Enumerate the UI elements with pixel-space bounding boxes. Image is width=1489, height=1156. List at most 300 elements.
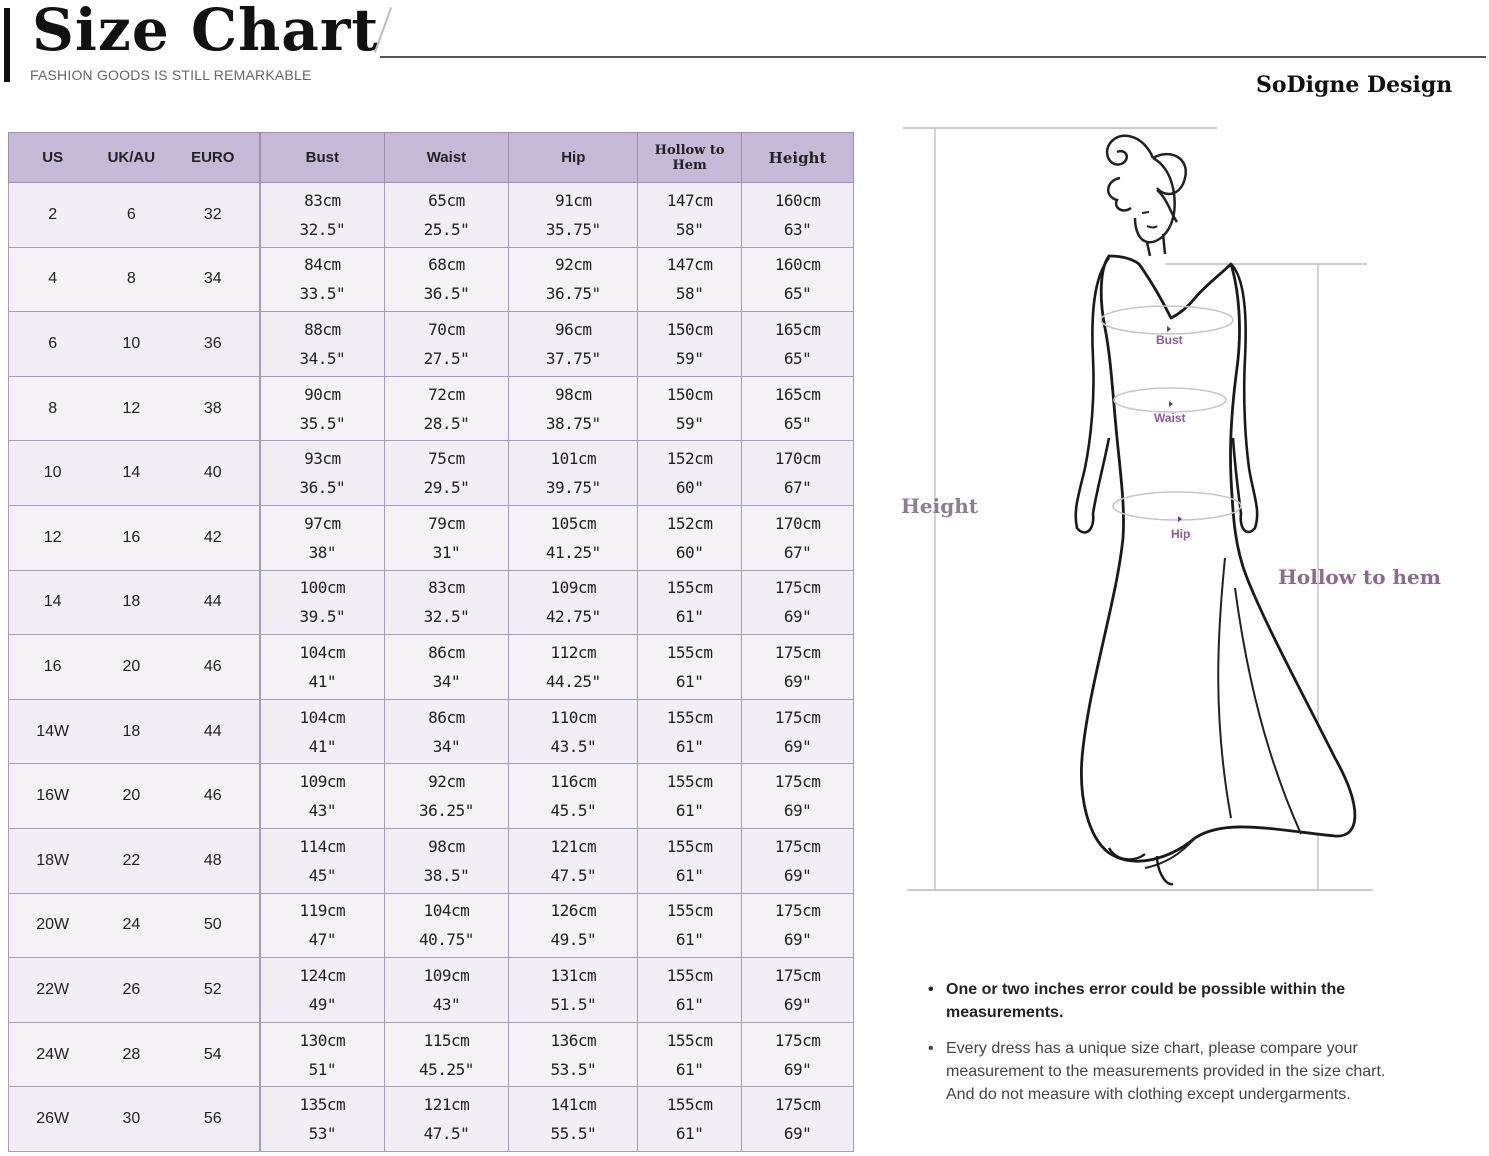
cell-us: 14 bbox=[9, 570, 97, 635]
value-cm: 135cm bbox=[299, 1095, 346, 1115]
measurement-pair bbox=[261, 380, 383, 438]
value-cm: 175cm bbox=[774, 965, 821, 985]
note-bullet: • bbox=[928, 981, 934, 998]
value-inch: 33.5" bbox=[299, 284, 346, 304]
cell-height bbox=[742, 312, 854, 377]
value-inch: 61" bbox=[675, 801, 704, 821]
cell-hip bbox=[509, 1087, 638, 1152]
cell-bust bbox=[260, 183, 384, 248]
measurement-pair bbox=[261, 444, 383, 502]
value-cm: 96cm bbox=[555, 319, 592, 339]
value-inch: 45.25" bbox=[419, 1059, 474, 1079]
cell-us: 12 bbox=[9, 505, 97, 570]
value-inch: 39.5" bbox=[299, 607, 346, 627]
measurement-pair bbox=[261, 250, 383, 308]
value-cm: 100cm bbox=[299, 578, 346, 598]
cell-hollow-to-hem bbox=[638, 183, 742, 248]
value-cm: 83cm bbox=[428, 578, 465, 598]
note-text: One or two inches error could be possible within the measurements. bbox=[946, 981, 1346, 1021]
measurement-pair bbox=[509, 961, 637, 1019]
value-inch: 32.5" bbox=[299, 219, 346, 239]
measurement-pair bbox=[261, 1090, 383, 1148]
value-inch: 69" bbox=[783, 671, 812, 691]
value-cm: 126cm bbox=[550, 901, 597, 921]
cell-uk-au: 26 bbox=[96, 958, 166, 1023]
measurement-pair bbox=[638, 832, 741, 890]
height-label: Height bbox=[901, 494, 978, 518]
value-cm: 155cm bbox=[666, 707, 713, 727]
value-inch: 43" bbox=[432, 994, 461, 1014]
cell-us: 6 bbox=[9, 312, 97, 377]
value-inch: 58" bbox=[675, 284, 704, 304]
cell-waist bbox=[384, 958, 509, 1023]
cell-euro: 46 bbox=[166, 635, 260, 700]
cell-hip bbox=[509, 764, 638, 829]
cell-uk-au: 8 bbox=[96, 247, 166, 312]
value-cm: 150cm bbox=[666, 384, 713, 404]
measurement-pair bbox=[261, 832, 383, 890]
value-inch: 61" bbox=[675, 865, 704, 885]
cell-height bbox=[742, 183, 854, 248]
measurement-pair bbox=[742, 1090, 853, 1148]
value-inch: 61" bbox=[675, 607, 704, 627]
measurement-pair bbox=[509, 1026, 637, 1084]
value-cm: 72cm bbox=[428, 384, 465, 404]
measurement-pair bbox=[385, 380, 509, 438]
cell-waist bbox=[384, 247, 509, 312]
value-inch: 59" bbox=[675, 413, 704, 433]
value-cm: 121cm bbox=[423, 1095, 470, 1115]
measurement-pair bbox=[509, 703, 637, 761]
value-inch: 51" bbox=[308, 1059, 337, 1079]
measurement-pair bbox=[261, 767, 383, 825]
cell-hip bbox=[509, 247, 638, 312]
cell-bust bbox=[260, 570, 384, 635]
value-inch: 69" bbox=[783, 1059, 812, 1079]
value-inch: 69" bbox=[783, 1124, 812, 1144]
value-inch: 67" bbox=[783, 478, 812, 498]
value-inch: 36.5" bbox=[299, 478, 346, 498]
cell-hip bbox=[509, 376, 638, 441]
measurement-pair bbox=[261, 896, 383, 954]
cell-bust bbox=[260, 505, 384, 570]
cell-hollow-to-hem bbox=[638, 1087, 742, 1152]
value-cm: 101cm bbox=[550, 449, 597, 469]
dress-outline bbox=[1081, 256, 1354, 861]
value-cm: 155cm bbox=[666, 578, 713, 598]
cell-hollow-to-hem bbox=[638, 505, 742, 570]
figure-head bbox=[1107, 136, 1186, 256]
cell-bust bbox=[260, 312, 384, 377]
value-inch: 65" bbox=[783, 284, 812, 304]
cell-uk-au: 22 bbox=[96, 828, 166, 893]
value-inch: 65" bbox=[783, 413, 812, 433]
measurement-pair bbox=[385, 961, 509, 1019]
cell-euro: 36 bbox=[166, 312, 260, 377]
measurement-pair bbox=[385, 832, 509, 890]
cell-us: 16 bbox=[9, 635, 97, 700]
cell-euro: 38 bbox=[166, 376, 260, 441]
value-inch: 31" bbox=[432, 542, 461, 562]
value-inch: 43.5" bbox=[550, 736, 597, 756]
value-inch: 69" bbox=[783, 607, 812, 627]
measurement-pair bbox=[385, 896, 509, 954]
measurement-pair bbox=[742, 767, 853, 825]
cell-waist bbox=[384, 441, 509, 506]
value-inch: 38" bbox=[308, 542, 337, 562]
cell-us: 20W bbox=[9, 893, 97, 958]
cell-height bbox=[742, 505, 854, 570]
note-size-advice bbox=[928, 1037, 1398, 1106]
value-cm: 175cm bbox=[774, 707, 821, 727]
cell-height bbox=[742, 247, 854, 312]
measurement-pair bbox=[509, 832, 637, 890]
value-cm: 116cm bbox=[550, 772, 597, 792]
value-cm: 160cm bbox=[774, 190, 821, 210]
measurement-pair bbox=[385, 250, 509, 308]
value-inch: 63" bbox=[783, 219, 812, 239]
column-header-us: US bbox=[9, 133, 97, 183]
column-header-hollow-to-hem: Hollow to Hem bbox=[638, 133, 742, 183]
value-inch: 69" bbox=[783, 930, 812, 950]
page-subtitle: FASHION GOODS IS STILL REMARKABLE bbox=[30, 67, 312, 83]
value-inch: 36.75" bbox=[545, 284, 601, 304]
value-inch: 55.5" bbox=[550, 1124, 597, 1144]
table-row bbox=[9, 376, 854, 441]
value-cm: 155cm bbox=[666, 1095, 713, 1115]
measurement-pair bbox=[509, 250, 637, 308]
cell-hip bbox=[509, 312, 638, 377]
cell-hip bbox=[509, 441, 638, 506]
measurement-pair bbox=[638, 250, 741, 308]
cell-uk-au: 18 bbox=[96, 699, 166, 764]
value-inch: 34.5" bbox=[299, 348, 346, 368]
cell-uk-au: 18 bbox=[96, 570, 166, 635]
cell-hollow-to-hem bbox=[638, 635, 742, 700]
measurement-pair bbox=[261, 703, 383, 761]
cell-waist bbox=[384, 376, 509, 441]
cell-euro: 34 bbox=[166, 247, 260, 312]
value-inch: 69" bbox=[783, 801, 812, 821]
measurement-pair bbox=[261, 961, 383, 1019]
value-inch: 60" bbox=[675, 542, 704, 562]
measurement-pair bbox=[261, 315, 383, 373]
table-row bbox=[9, 247, 854, 312]
value-cm: 65cm bbox=[428, 190, 465, 210]
cell-height bbox=[742, 376, 854, 441]
cell-waist bbox=[384, 312, 509, 377]
value-inch: 45.5" bbox=[550, 801, 597, 821]
measurement-pair bbox=[509, 315, 637, 373]
value-inch: 45" bbox=[308, 865, 337, 885]
measurement-pair bbox=[509, 1090, 637, 1148]
value-inch: 34" bbox=[432, 736, 461, 756]
cell-uk-au: 12 bbox=[96, 376, 166, 441]
measurement-pair bbox=[742, 1026, 853, 1084]
table-row bbox=[9, 183, 854, 248]
brand-name: SoDigne Design bbox=[1256, 72, 1453, 98]
value-inch: 53.5" bbox=[550, 1059, 597, 1079]
value-cm: 136cm bbox=[550, 1030, 597, 1050]
cell-height bbox=[742, 699, 854, 764]
value-inch: 35.5" bbox=[299, 413, 346, 433]
cell-us: 16W bbox=[9, 764, 97, 829]
value-inch: 38.75" bbox=[545, 413, 601, 433]
cell-hip bbox=[509, 893, 638, 958]
column-header-height: Height bbox=[742, 133, 854, 183]
cell-euro: 32 bbox=[166, 183, 260, 248]
cell-us: 14W bbox=[9, 699, 97, 764]
value-cm: 130cm bbox=[299, 1030, 346, 1050]
value-inch: 36.25" bbox=[419, 801, 474, 821]
value-cm: 155cm bbox=[666, 901, 713, 921]
column-header-bust: Bust bbox=[260, 133, 384, 183]
cell-bust bbox=[260, 699, 384, 764]
value-inch: 41" bbox=[308, 671, 337, 691]
column-header-waist: Waist bbox=[384, 133, 509, 183]
cell-uk-au: 16 bbox=[96, 505, 166, 570]
cell-height bbox=[742, 1087, 854, 1152]
value-cm: 165cm bbox=[774, 384, 821, 404]
measurement-pair bbox=[509, 380, 637, 438]
measurement-pair bbox=[261, 186, 383, 244]
value-cm: 112cm bbox=[550, 642, 597, 662]
measurement-pair bbox=[509, 509, 637, 567]
value-cm: 109cm bbox=[550, 578, 597, 598]
cell-us: 10 bbox=[9, 441, 97, 506]
value-cm: 141cm bbox=[550, 1095, 597, 1115]
measurement-pair bbox=[385, 1090, 509, 1148]
measurement-pair bbox=[742, 444, 853, 502]
cell-hollow-to-hem bbox=[638, 893, 742, 958]
measurement-pair bbox=[385, 703, 509, 761]
cell-euro: 42 bbox=[166, 505, 260, 570]
value-cm: 75cm bbox=[428, 449, 465, 469]
value-inch: 61" bbox=[675, 1124, 704, 1144]
title-accent-bar bbox=[4, 8, 10, 82]
cell-hip bbox=[509, 505, 638, 570]
measurement-pair bbox=[638, 380, 741, 438]
cell-bust bbox=[260, 1087, 384, 1152]
cell-hip bbox=[509, 699, 638, 764]
cell-bust bbox=[260, 958, 384, 1023]
table-row bbox=[9, 505, 854, 570]
value-inch: 61" bbox=[675, 736, 704, 756]
measurement-pair bbox=[509, 444, 637, 502]
value-inch: 32.5" bbox=[423, 607, 470, 627]
value-cm: 104cm bbox=[299, 642, 346, 662]
value-cm: 175cm bbox=[774, 772, 821, 792]
value-cm: 175cm bbox=[774, 578, 821, 598]
cell-waist bbox=[384, 699, 509, 764]
cell-waist bbox=[384, 893, 509, 958]
measurement-pair bbox=[509, 767, 637, 825]
note-text: Every dress has a unique size chart, please compare your measurement to the measurements provided in the size chart. And do not measure with clothing except undergarments. bbox=[946, 1040, 1386, 1103]
measurement-pair bbox=[509, 896, 637, 954]
value-cm: 175cm bbox=[774, 901, 821, 921]
cell-euro: 44 bbox=[166, 699, 260, 764]
table-row bbox=[9, 893, 854, 958]
measurement-pair bbox=[742, 961, 853, 1019]
measurement-pair bbox=[385, 1026, 509, 1084]
column-header-euro: EURO bbox=[166, 133, 260, 183]
measurement-pair bbox=[742, 186, 853, 244]
value-cm: 175cm bbox=[774, 1095, 821, 1115]
cell-waist bbox=[384, 828, 509, 893]
table-row bbox=[9, 312, 854, 377]
cell-hollow-to-hem bbox=[638, 376, 742, 441]
measurement-pair bbox=[638, 638, 741, 696]
measurement-pair bbox=[261, 638, 383, 696]
value-cm: 175cm bbox=[774, 1030, 821, 1050]
value-inch: 47" bbox=[308, 930, 337, 950]
value-cm: 147cm bbox=[666, 190, 713, 210]
cell-uk-au: 14 bbox=[96, 441, 166, 506]
waist-label: Waist bbox=[1154, 411, 1186, 425]
value-cm: 155cm bbox=[666, 772, 713, 792]
value-cm: 104cm bbox=[299, 707, 346, 727]
value-cm: 170cm bbox=[774, 513, 821, 533]
cell-hollow-to-hem bbox=[638, 699, 742, 764]
notes bbox=[928, 978, 1398, 1106]
measurement-pair bbox=[509, 573, 637, 631]
value-cm: 175cm bbox=[774, 836, 821, 856]
value-inch: 67" bbox=[783, 542, 812, 562]
value-inch: 25.5" bbox=[423, 219, 470, 239]
measurement-pair bbox=[742, 509, 853, 567]
cell-euro: 44 bbox=[166, 570, 260, 635]
table-row bbox=[9, 958, 854, 1023]
cell-hollow-to-hem bbox=[638, 312, 742, 377]
cell-hip bbox=[509, 635, 638, 700]
value-inch: 39.75" bbox=[545, 478, 601, 498]
measurement-pair bbox=[742, 315, 853, 373]
value-cm: 155cm bbox=[666, 642, 713, 662]
value-inch: 44.25" bbox=[545, 671, 601, 691]
table-row bbox=[9, 1022, 854, 1087]
value-cm: 124cm bbox=[299, 965, 346, 985]
measurement-pair bbox=[385, 315, 509, 373]
cell-height bbox=[742, 764, 854, 829]
value-inch: 47.5" bbox=[550, 865, 597, 885]
measurement-pair bbox=[385, 638, 509, 696]
cell-bust bbox=[260, 441, 384, 506]
cell-waist bbox=[384, 1087, 509, 1152]
cell-height bbox=[742, 1022, 854, 1087]
cell-height bbox=[742, 441, 854, 506]
cell-height bbox=[742, 958, 854, 1023]
value-cm: 109cm bbox=[423, 965, 470, 985]
value-cm: 152cm bbox=[666, 513, 713, 533]
measurement-pair bbox=[638, 1090, 741, 1148]
cell-waist bbox=[384, 570, 509, 635]
cell-euro: 50 bbox=[166, 893, 260, 958]
cell-waist bbox=[384, 1022, 509, 1087]
value-inch: 47.5" bbox=[423, 1124, 470, 1144]
value-cm: 131cm bbox=[550, 965, 597, 985]
cell-euro: 52 bbox=[166, 958, 260, 1023]
value-cm: 121cm bbox=[550, 836, 597, 856]
measurement-pair bbox=[261, 1026, 383, 1084]
cell-us: 22W bbox=[9, 958, 97, 1023]
cell-hip bbox=[509, 958, 638, 1023]
value-inch: 61" bbox=[675, 930, 704, 950]
value-cm: 68cm bbox=[428, 255, 465, 275]
value-cm: 104cm bbox=[423, 901, 470, 921]
cell-hollow-to-hem bbox=[638, 1022, 742, 1087]
value-cm: 70cm bbox=[428, 319, 465, 339]
cell-height bbox=[742, 893, 854, 958]
value-inch: 43" bbox=[308, 801, 337, 821]
cell-euro: 54 bbox=[166, 1022, 260, 1087]
cell-uk-au: 30 bbox=[96, 1087, 166, 1152]
value-cm: 79cm bbox=[428, 513, 465, 533]
header-divider bbox=[380, 56, 1486, 58]
bust-label: Bust bbox=[1156, 333, 1183, 347]
value-cm: 105cm bbox=[550, 513, 597, 533]
cell-euro: 48 bbox=[166, 828, 260, 893]
cell-uk-au: 20 bbox=[96, 635, 166, 700]
column-header-uk-au: UK/AU bbox=[96, 133, 166, 183]
value-inch: 51.5" bbox=[550, 994, 597, 1014]
value-cm: 97cm bbox=[304, 513, 341, 533]
value-cm: 91cm bbox=[555, 190, 592, 210]
measurement-pair bbox=[509, 638, 637, 696]
measurement-pair bbox=[638, 767, 741, 825]
table-row bbox=[9, 1087, 854, 1152]
cell-hip bbox=[509, 570, 638, 635]
value-inch: 36.5" bbox=[423, 284, 470, 304]
measurement-pair bbox=[742, 638, 853, 696]
value-inch: 42.75" bbox=[545, 607, 601, 627]
cell-waist bbox=[384, 183, 509, 248]
value-cm: 115cm bbox=[423, 1030, 470, 1050]
value-inch: 61" bbox=[675, 671, 704, 691]
cell-bust bbox=[260, 247, 384, 312]
value-inch: 69" bbox=[783, 865, 812, 885]
value-cm: 84cm bbox=[304, 255, 341, 275]
value-inch: 29.5" bbox=[423, 478, 470, 498]
value-cm: 92cm bbox=[555, 255, 592, 275]
value-inch: 37.75" bbox=[545, 348, 601, 368]
value-cm: 147cm bbox=[666, 255, 713, 275]
measurement-pair bbox=[385, 186, 509, 244]
value-inch: 61" bbox=[675, 1059, 704, 1079]
measurement-pair bbox=[638, 315, 741, 373]
column-header-hip: Hip bbox=[509, 133, 638, 183]
cell-hip bbox=[509, 1022, 638, 1087]
measurement-pair bbox=[385, 444, 509, 502]
table-row bbox=[9, 764, 854, 829]
measurement-pair bbox=[385, 509, 509, 567]
cell-bust bbox=[260, 828, 384, 893]
value-cm: 83cm bbox=[304, 190, 341, 210]
value-inch: 60" bbox=[675, 478, 704, 498]
measurement-pair bbox=[638, 186, 741, 244]
value-cm: 150cm bbox=[666, 319, 713, 339]
hollow-to-hem-label: Hollow to hem bbox=[1278, 565, 1441, 589]
value-inch: 49.5" bbox=[550, 930, 597, 950]
measurement-pair bbox=[742, 573, 853, 631]
value-cm: 114cm bbox=[299, 836, 346, 856]
cell-hollow-to-hem bbox=[638, 247, 742, 312]
cell-height bbox=[742, 570, 854, 635]
value-cm: 165cm bbox=[774, 319, 821, 339]
measurement-pair bbox=[261, 509, 383, 567]
measurement-pair bbox=[261, 573, 383, 631]
cell-height bbox=[742, 828, 854, 893]
value-inch: 28.5" bbox=[423, 413, 470, 433]
